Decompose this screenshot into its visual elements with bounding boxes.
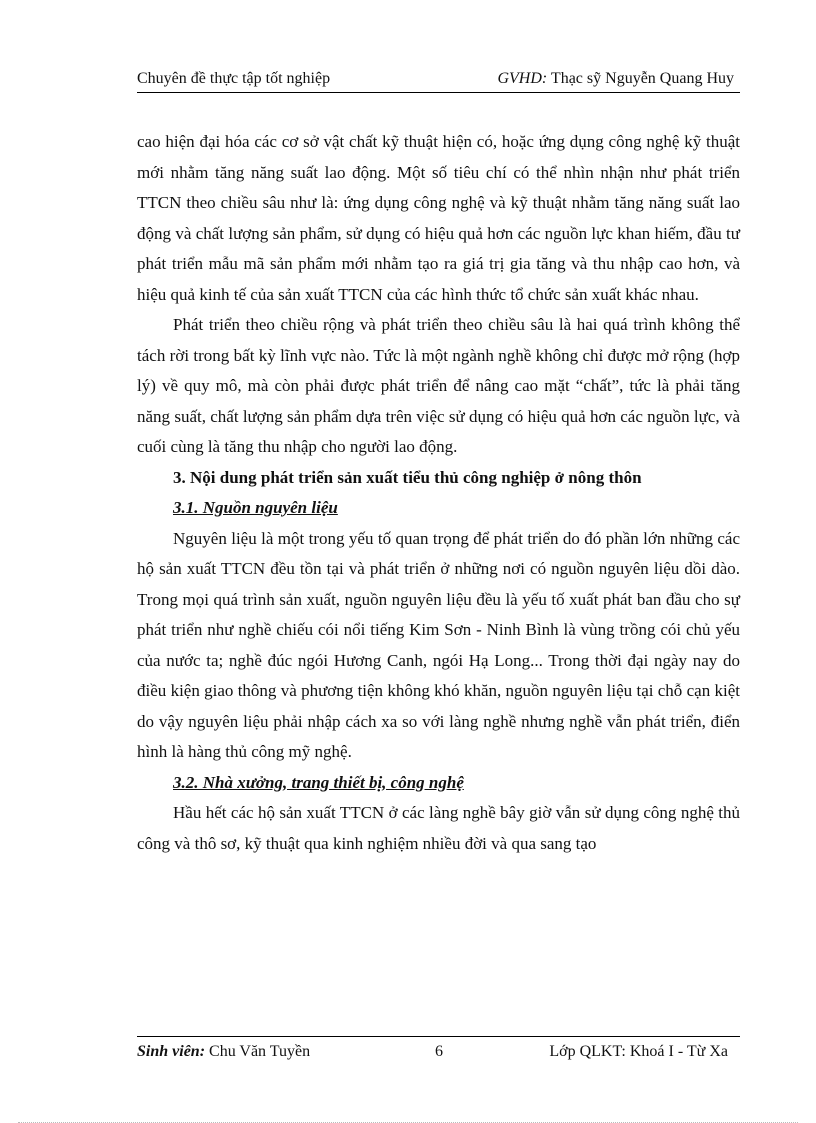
student-name: Chu Văn Tuyền (205, 1043, 311, 1060)
page-number: 6 (435, 1043, 443, 1060)
section-heading-3: 3. Nội dung phát triển sản xuất tiểu thủ công nghiệp ở nông thôn (173, 467, 642, 487)
heading-3-1-text: 3.1. Nguồn nguyên liệu (173, 498, 338, 517)
page-header (137, 66, 740, 93)
heading-3-2-text: 3.2. Nhà xưởng, trang thiết bị, công nghệ (173, 772, 464, 792)
footer-class: Lớp QLKT: Khoá I - Từ Xa (549, 1043, 728, 1060)
advisor-label: GVHD: (497, 70, 548, 87)
paragraph-1: cao hiện đại hóa các cơ sở vật chất kỹ thuật hiện có, hoặc ứng dụng công nghệ kỹ thuật mới nhằm tăng năng suất lao động. Một số tiêu chí có thể nhìn nhận như phát triển TTCN theo chiều sâu như là: ứng dụng công nghệ và kỹ thuật nhằm tăng năng suất lao động và chất lượng sản phẩm, sử dụng có hiệu quả hơn các nguồn lực khan hiếm, đầu tư phát triển mẫu mã sản phẩm mới nhằm tạo ra giá trị gia tăng và thu nhập cao hơn, và hiệu quả kinh tế của sản xuất TTCN của các hình thức tổ chức sản xuất khác nhau. (137, 132, 740, 304)
section-heading-3-1 (137, 493, 740, 524)
footer-student (137, 1043, 310, 1061)
header-advisor (497, 70, 734, 88)
advisor-name: Thạc sỹ Nguyễn Quang Huy (547, 70, 734, 87)
paragraph-2: Phát triển theo chiều rộng và phát triển theo chiều sâu là hai quá trình không thể tách rời trong bất kỳ lĩnh vực nào. Tức là một ngành nghề không chỉ được mở rộng (hợp lý) về quy mô, mà còn phải được phát triển để nâng cao mặt “chất”, tức là phải tăng năng suất, chất lượng sản phẩm dựa trên việc sử dụng có hiệu quả hơn các nguồn lực, và cuối cùng là tăng thu nhập cho người lao động. (137, 315, 740, 456)
page-footer (137, 1036, 740, 1065)
paragraph-3: Nguyên liệu là một trong yếu tố quan trọng để phát triển do đó phần lớn những các hộ sản xuất TTCN đều tồn tại và phát triển ở những nơi có nguồn nguyên liệu dồi dào. Trong mọi quá trình sản xuất, nguồn nguyên liệu đều là yếu tố xuất phát ban đầu cho sự phát triển như nghề chiếu cói nổi tiếng Kim Sơn - Ninh Bình là vùng trồng cói chủ yếu của nước ta; nghề đúc ngói Hương Canh, ngói Hạ Long... Trong thời đại ngày nay do điều kiện giao thông và phương tiện không khó khăn, nguồn nguyên liệu tại chỗ cạn kiệt do vậy nguyên liệu phải nhập cách xa so với làng nghề nhưng nghề vẫn phát triển, điển hình là hàng thủ công mỹ nghệ. (137, 528, 740, 761)
section-heading-3-2 (137, 768, 740, 799)
paragraph-4: Hầu hết các hộ sản xuất TTCN ở các làng nghề bây giờ vẫn sử dụng công nghệ thủ công và thô sơ, kỹ thuật qua kinh nghiệm nhiều đời và qua sang tạo (137, 803, 740, 853)
header-title: Chuyên đề thực tập tốt nghiệp (137, 70, 331, 87)
student-label: Sinh viên: (137, 1043, 206, 1060)
page-body (137, 127, 740, 859)
